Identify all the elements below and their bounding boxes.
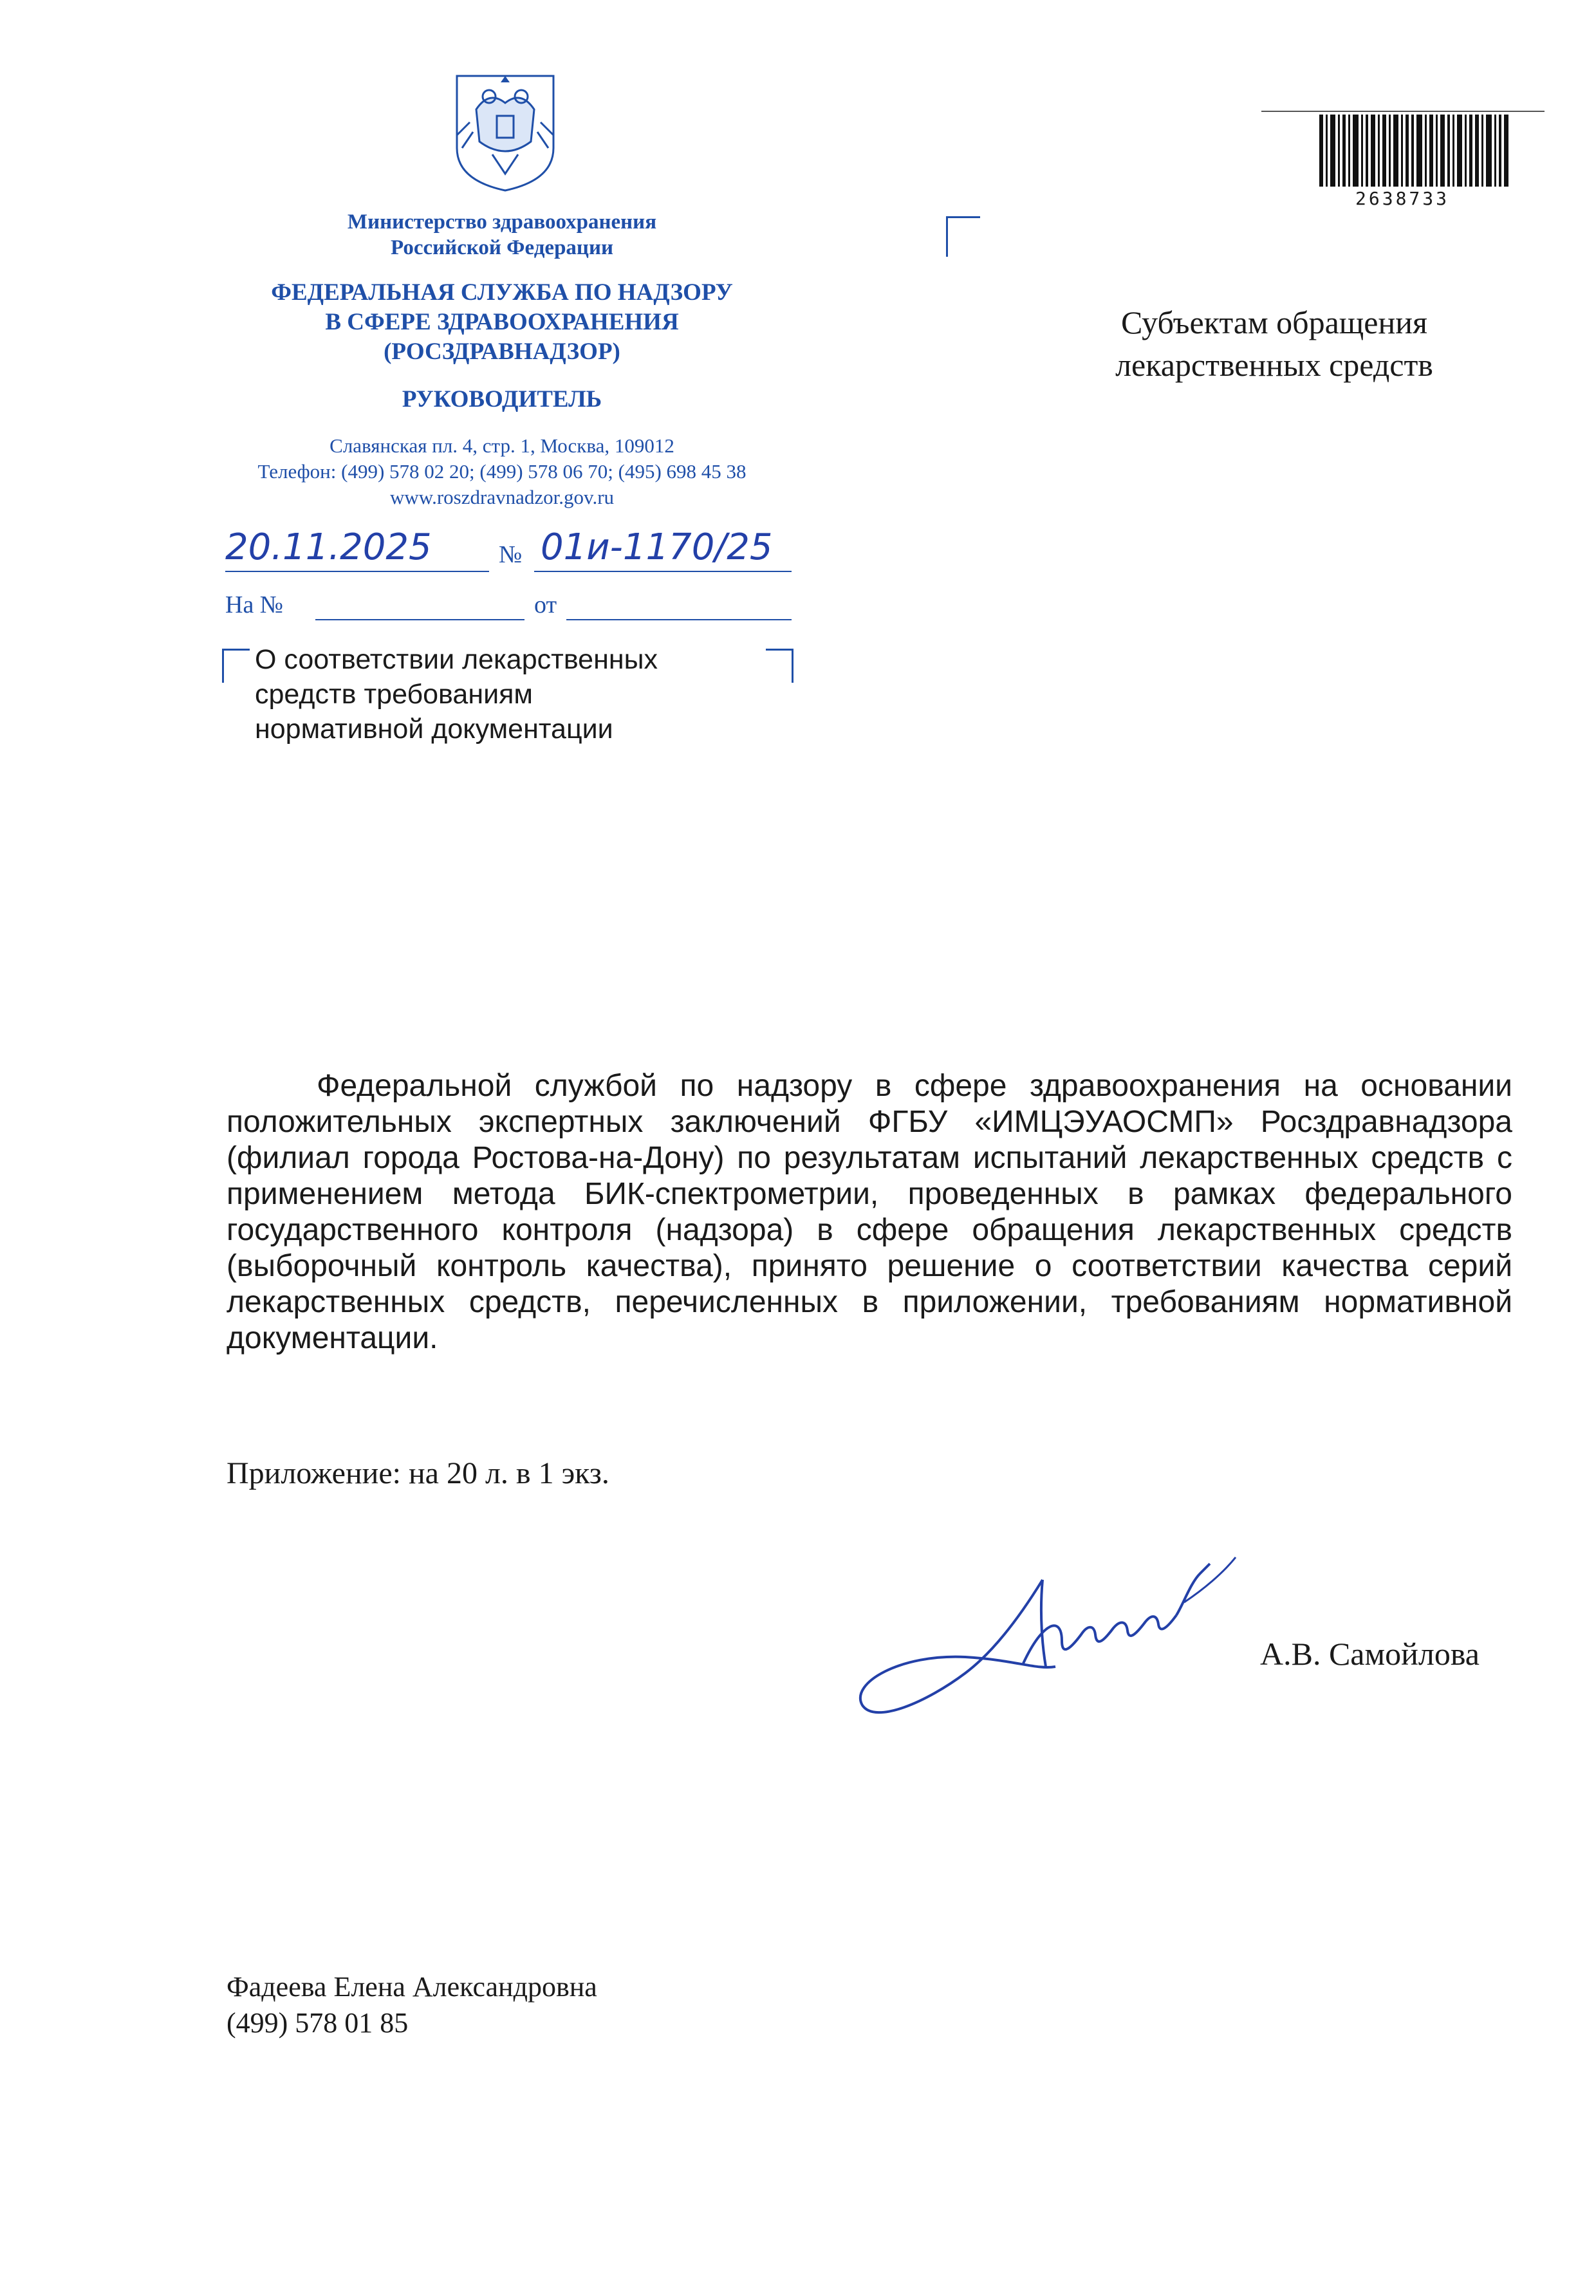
signature-icon [849, 1544, 1261, 1750]
ministry-line-2: Российской Федерации [391, 236, 613, 259]
service-line-3: (РОСЗДРАВНАДЗОР) [384, 338, 620, 365]
ref-underline [315, 618, 524, 620]
barcode-number: 2638733 [1355, 188, 1450, 209]
recipient [1043, 301, 1506, 386]
subject [255, 642, 658, 746]
number-sign: № [499, 541, 523, 568]
registration-number: 01и-1170/25 [541, 526, 773, 568]
ministry-line-1: Министерство здравоохранения [347, 210, 657, 234]
barcode-rule [1261, 111, 1545, 112]
barcode [1319, 115, 1512, 187]
position-title: РУКОВОДИТЕЛЬ [402, 386, 602, 412]
subject-bracket-left [222, 649, 250, 683]
recipient-line-2: лекарственных средств [1115, 347, 1433, 383]
service-line-2: В СФЕРЕ ЗДРАВООХРАНЕНИЯ [325, 309, 679, 335]
website: www.roszdravnadzor.gov.ru [389, 486, 615, 508]
executor-phone: (499) 578 01 85 [227, 2007, 409, 2039]
from-underline [566, 618, 792, 620]
signer-name: А.В. Самойлова [1260, 1636, 1480, 1672]
executor [227, 1969, 597, 2041]
body-paragraph: Федеральной службой по надзору в сфере здравоохранения на основании положительных экспертных заключений ФГБУ «ИМЦЭУАОСМП» Росздравнадзора (филиал города Ростова-на-Дону) по результатам испытаний лекарственных средств с применением метода БИК-спектрометрии, проведенных в рамках федерального государственного контроля (надзора) в сфере обращения лекарственных средств (выборочный контроль качества), принято решение о соответствии качества серий лекарственных средств, перечисленных в приложении, требованиям нормативной документации. [227, 1069, 1512, 1355]
subject-bracket-right [766, 649, 793, 683]
service-line-1: ФЕДЕРАЛЬНАЯ СЛУЖБА ПО НАДЗОРУ [271, 279, 733, 306]
ref-label: На № [225, 591, 284, 618]
from-label: от [534, 591, 557, 618]
executor-name: Фадеева Елена Александровна [227, 1971, 597, 2003]
recipient-bracket [946, 216, 980, 257]
date-underline [225, 569, 489, 572]
subject-line-3: нормативной документации [255, 714, 613, 745]
appendix: Приложение: на 20 л. в 1 экз. [227, 1456, 609, 1490]
number-underline [534, 569, 792, 572]
subject-line-1: О соответствии лекарственных [255, 644, 658, 675]
registration-date: 20.11.2025 [225, 526, 432, 568]
subject-line-2: средств требованиям [255, 679, 533, 710]
coat-of-arms-icon [450, 71, 560, 193]
address: Славянская пл. 4, стр. 1, Москва, 109012 [329, 434, 674, 457]
recipient-line-1: Субъектам обращения [1121, 304, 1427, 340]
phones: Телефон: (499) 578 02 20; (499) 578 06 70; (495) 698 45 38 [257, 460, 747, 483]
